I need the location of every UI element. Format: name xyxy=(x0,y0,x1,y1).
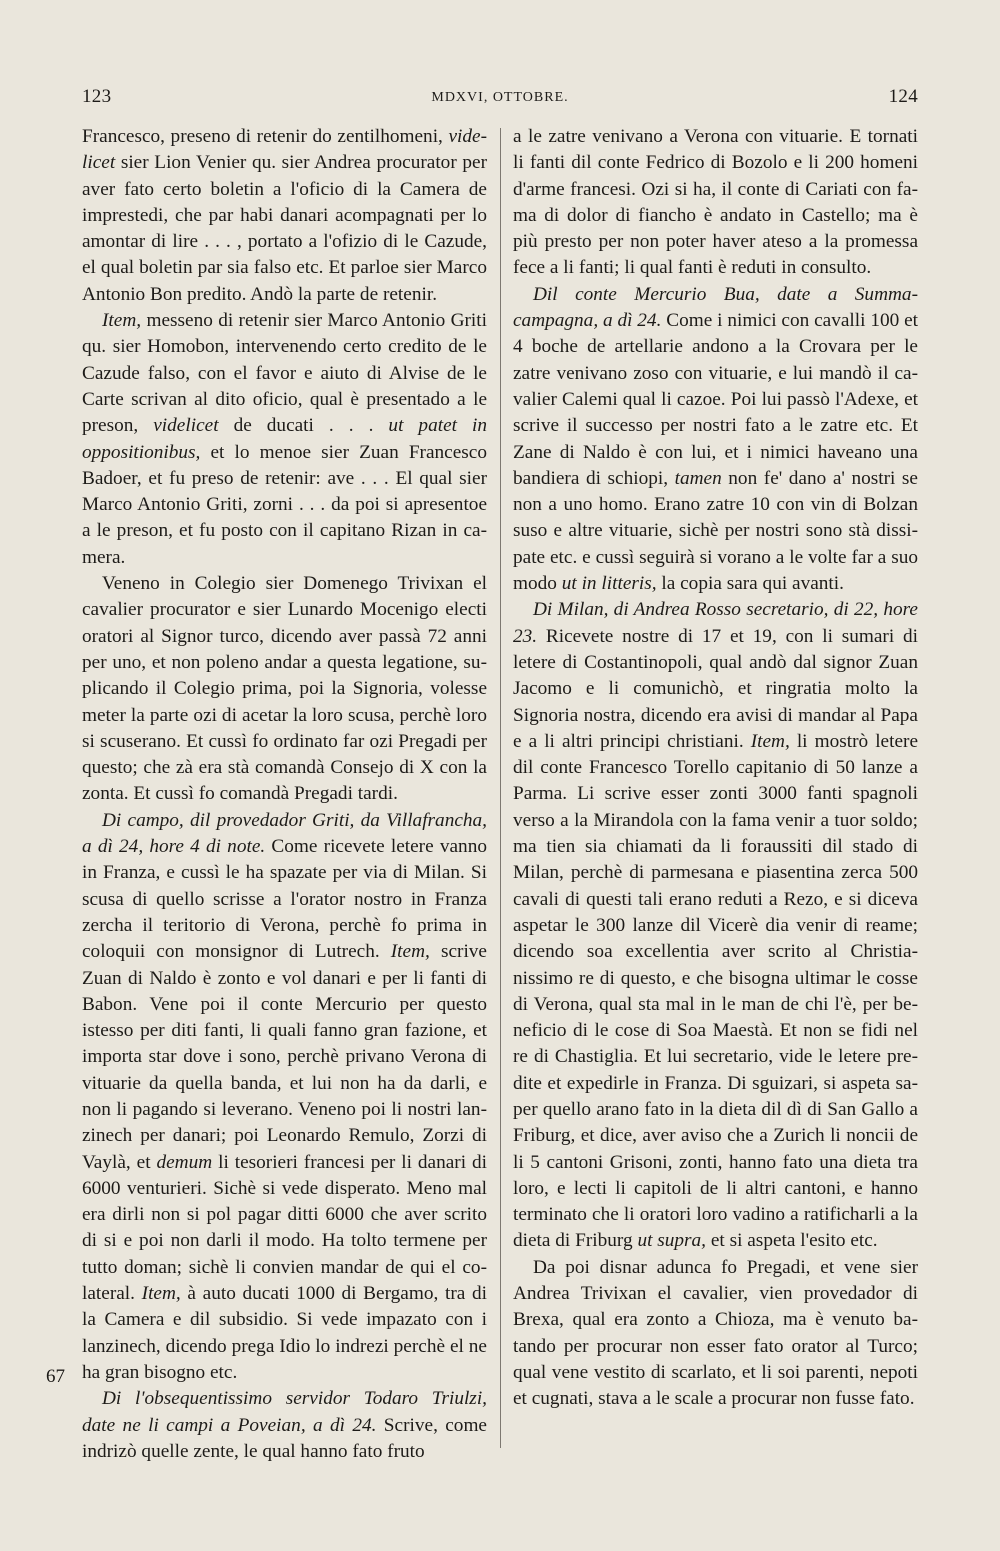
text-run: Veneno in Colegio sier Domenego Trivixan el cavalier procurator e sier Lunardo Mocenigo electi oratori al Signor turco, dicendo aver passà 72 anni per uno, et non poleno andar a questa legatione, suplicando il Colegio prima, poi la Signoria, volesse meter la parte ozi di acetar la loro scusa, perchè loro si scuserano. Et cussì fo ordinato far ozi Pregadi per questo; che zà era stà comandà Consejo di X con la zonta. Et cussì fo comandà Pregadi tardi. xyxy=(82,573,487,805)
italic-text: ut patet in oppositionibus, xyxy=(82,415,487,463)
italic-text: Item, xyxy=(750,730,790,752)
italic-text: Item, xyxy=(102,310,142,332)
italic-text: Di Milan, di Andrea Rosso secretario, di 22, hore 23. xyxy=(513,599,918,647)
paragraph xyxy=(82,1386,487,1465)
paragraph xyxy=(513,1255,918,1413)
text-run: Francesco, preseno di retenir do zentilhomeni, xyxy=(82,126,449,147)
text-run: de ducati . . . xyxy=(218,415,389,437)
left-page-number: 123 xyxy=(82,86,112,107)
text-run: Come ricevete letere vanno in Franza, e cussì le ha spazate per via di Milan. Si scusa di quello scrisse a l'orator nostro in Franza zercha il teritorio di Verona, perchè fo prima in coloquii con monsignor di Lutrech. xyxy=(82,836,487,963)
paragraph xyxy=(513,597,918,1254)
paragraph xyxy=(82,308,487,571)
text-run: Scrive, come indrizò quelle zente, le qual hanno fato fruto xyxy=(82,1414,487,1462)
text-run: a le zatre venivano a Verona con vituarie. E tornati li fanti dil conte Fedrico di Bozolo e li 200 homeni d'arme francesi. Ozi si ha, il conte di Cariati con fama di dolor di fiancho è andato in Castello; ma è più presto per non poter haver ateso a la promessa fece a li fanti; li qual fanti è reduti in consulto. xyxy=(513,126,918,279)
paragraph xyxy=(82,571,487,808)
left-text-column xyxy=(82,124,487,1465)
text-run: et si aspeta l'esito etc. xyxy=(706,1230,878,1252)
italic-text: Item, xyxy=(141,1283,181,1305)
text-run: Da poi disnar adunca fo Pregadi, et vene sier Andrea Trivixan el cavalier, vien provedador di Brexa, qual era zonto a Chioza, ma è venuto batando per procurar non esser fato orator al Turco; qual vene vestito di scarlato, et li soi parenti, nepoti et cugnati, stava a le scale a procurar non fusse fato. xyxy=(513,1256,918,1410)
italic-text: Di l'obsequentissimo servidor Todaro Triulzi, date ne li campi a Poveian, a dì 24. xyxy=(82,1388,487,1436)
italic-text: Dil conte Mercurio Bua, date a Summacampagna, a dì 24. xyxy=(513,283,918,332)
paragraph xyxy=(513,124,918,282)
text-run: et lo menoe sier Zuan Francesco Badoer, et fu preso de retenir: ave . . . El qual sier Marco Antonio Griti, zorni . . . da poi si apresentoe a le preson, et fu posto con il capitano Rizan in camera. xyxy=(82,441,487,568)
italic-text: tamen xyxy=(674,467,722,489)
margin-number: 67 xyxy=(46,1366,65,1387)
italic-text: ut in litteris, xyxy=(561,573,657,595)
italic-text: Di campo, dil provedador Griti, da Villafrancha, a dì 24, hore 4 di note. xyxy=(82,809,487,858)
text-run: li mostrò letere dil conte Francesco Torello capitanio di 50 lanze a Parma. Li scrive esser zonti 3000 fanti spagnoli verso a la Mirandola con la fama venir a tuor soldo; ma tien sia chiamati da li foraussiti dil stado di Milan, perchè di parmesana e piasentina zerca 500 cavali di questi tali erano reduti a Rezo, e si diceva aspetar le 300 lanze dil Vicerè dia venir di reame; dicendo soa excellentia aver scrito al Christianissimo re di questo, e che bisogna ultimar le cosse di Verona, qual sta mal in le man de chi l'è, per beneficio di le cose di Soa Maestà. Et non se fidi nel re di Chastiglia. Et lui secretario, vide le letere predite et expedirle in Franza. Di sguizari, si aspeta saper quello arano fato in la dieta dil dì di San Gallo a Friburg, et dice, aver aviso che a Zurich li noncii de li 5 cantoni Grisoni, zonti, hanno fato una dieta tra loro, e lecti li capitoli de li altri cantoni, e hanno terminato che li oratori loro vadino a ratificharli a la dieta di Friburg xyxy=(513,730,918,1252)
text-run: messeno di retenir sier Marco Antonio Griti qu. sier Homobon, intervenendo certo credito de le Cazude falso, con el favor e aiuto di Alvise de le Carte scrivan al dito oficio, qual è presentado a le preson, xyxy=(82,310,487,437)
text-run: Come i nimici con cavalli 100 et 4 boche de artellarie andono a la Crovara per le zatre venivano zoso con vituarie, e lui mandò il cavalier Calemi qual li cazoe. Poi lui passò l'Adexe, et scrive il successo per nostri fato a le zatre etc. Et Zane di Naldo è con lui, et i nimici haveano una bandiera di schiopi, xyxy=(513,310,918,489)
italic-text: videlicet xyxy=(82,126,487,174)
text-run: la copia sara qui avanti. xyxy=(656,573,844,595)
right-text-column xyxy=(513,124,918,1413)
right-page-number: 124 xyxy=(888,86,918,107)
text-run: non fe' dano a' nostri se non a uno homo. Erano zatre 10 con vin di Bolzan suso e altre vituarie, sichè per nostri sono stà dissipate etc. e cussì seguirà si vorano a le volte far a suo modo xyxy=(513,467,918,595)
italic-text: demum xyxy=(156,1151,213,1173)
text-run: Ricevete nostre di 17 et 19, con li sumari di letere di Costantinopoli, qual andò dal signor Zuan Jacomo e li comunichò, et ringratia molto la Signoria nostra, dicendo era avisi di mandar al Papa e a li altri principi christiani. xyxy=(513,625,918,752)
text-run: à auto ducati 1000 di Bergamo, tra di la Camera e dil subsidio. Si vede impazato con i lanzinech, dicendo prega Idio lo indrezi perchè el ne ha gran bisogno etc. xyxy=(82,1283,487,1383)
paragraph xyxy=(82,808,487,1387)
italic-text: videlicet xyxy=(153,415,219,437)
paragraph xyxy=(82,124,487,308)
text-run: sier Lion Venier qu. sier Andrea procurator per aver fato certo boletin a l'oficio di la Camera de imprestedi, che par habi danari acompagnati per lo amontar di lire . . . , portato a l'ofizio di le Cazude, el qual boletin par sia falso etc. Et parloe sier Marco Antonio Bon predito. Andò la parte de retenir. xyxy=(82,152,487,305)
italic-text: Item, xyxy=(390,941,430,963)
italic-text: ut supra, xyxy=(637,1230,707,1252)
running-title: MDXVI, OTTOBRE. xyxy=(431,90,569,105)
text-run: li tesorieri francesi per li danari di 6000 venturieri. Sichè si vede disperato. Meno mal era dirli non si pol pagar ditti 6000 che aver scrito di si e poi non darli il modo. Ha tolto termene per tutto doman; sichè li convien mandar de qui el colateral. xyxy=(82,1151,487,1305)
paragraph xyxy=(513,282,918,598)
text-run: scrive Zuan di Naldo è zonto e vol danari e per li fanti di Babon. Vene poi il conte Mercurio per questo istesso per diti fanti, li quali fanno gran fazione, et importa star dove i sono, perchè privano Verona di vituarie da quella banda, et lui non ha da darli, e non li pagando si leverano. Veneno poi li nostri lanzinech per danari; poi Leonardo Remulo, Zorzi di Vaylà, et xyxy=(82,941,487,1173)
column-divider xyxy=(500,128,501,1448)
